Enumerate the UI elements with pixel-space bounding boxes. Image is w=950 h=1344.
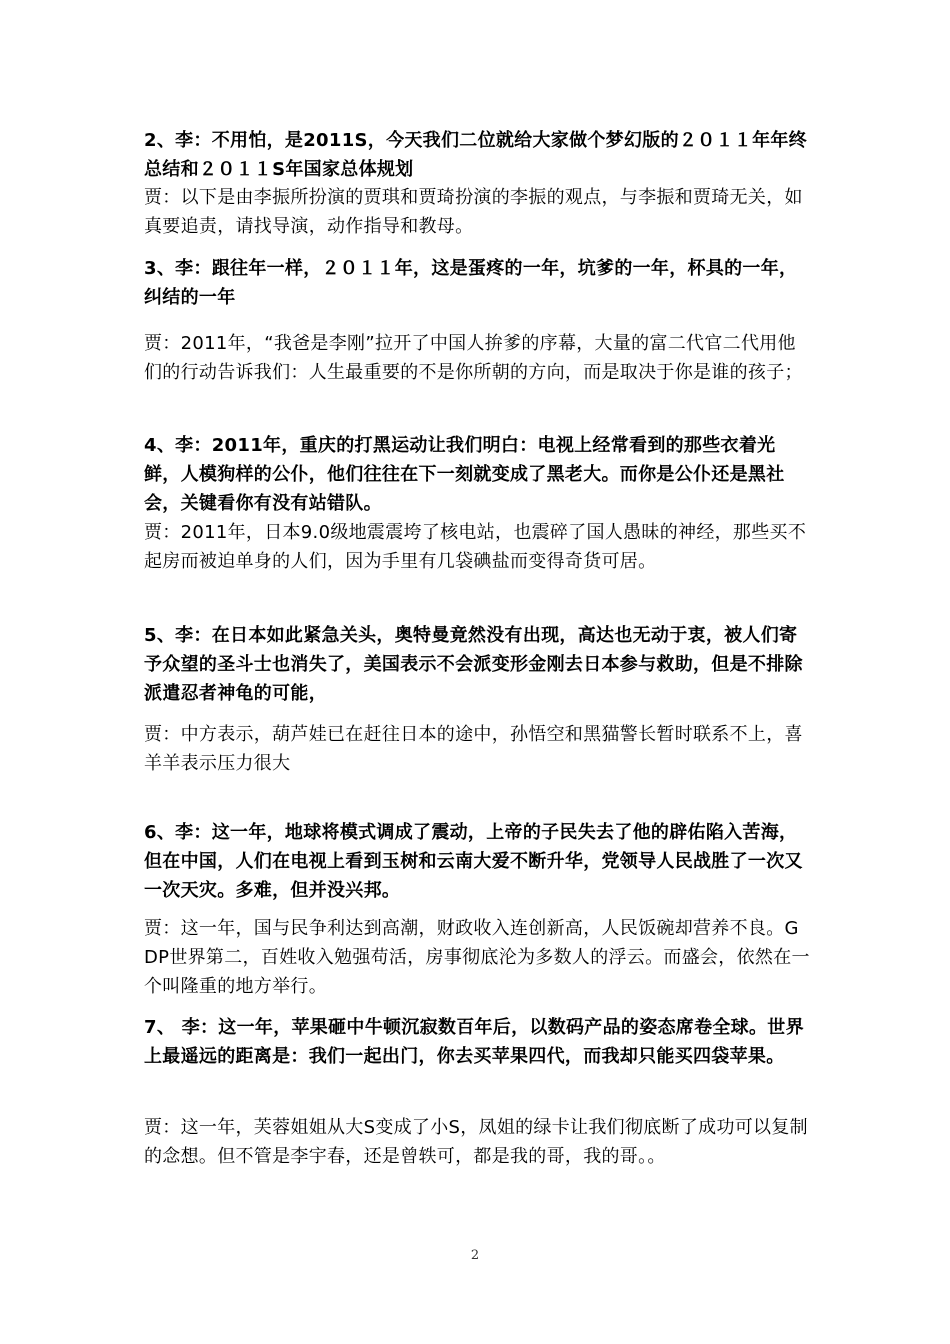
paragraph-li-7: 7、 李：这一年，苹果砸中牛顿沉寂数百年后，以数码产品的姿态席卷全球。世界上最遥远的距离是：我们一起出门，你去买苹果四代，而我却只能买四袋苹果。 — [144, 1017, 804, 1067]
paragraph-li-3: 3、李：跟往年一样，２０１１年，这是蛋疼的一年，坑爹的一年，杯具的一年，纠结的一年 — [144, 258, 798, 308]
paragraph-jia-2: 贾：以下是由李振所扮演的贾琪和贾琦扮演的李振的观点，与李振和贾琦无关，如真要追责，请找导演，动作指导和教母。 — [144, 187, 803, 237]
paragraph-jia-6: 贾：这一年，国与民争利达到高潮，财政收入连创新高，人民饭碗却营养不良。GDP世界第二，百姓收入勉强苟活，房事彻底沦为多数人的浮云。而盛会，依然在一个叫隆重的地方举行。 — [144, 918, 810, 997]
page-number: 2 — [470, 1248, 480, 1263]
paragraph-li-6: 6、李：这一年，地球将模式调成了震动，上帝的子民失去了他的辟佑陷入苦海，但在中国，人们在电视上看到玉树和云南大爱不断升华，党领导人民战胜了一次又一次天灾。多难，但并没兴邦。 — [144, 822, 803, 901]
paragraph-jia-4: 贾：2011年，日本9.0级地震震垮了核电站，也震碎了国人愚昧的神经，那些买不起房而被迫单身的人们，因为手里有几袋碘盐而变得奇货可居。 — [144, 522, 807, 572]
paragraph-jia-3: 贾：2011年，“我爸是李刚”拉开了中国人拚爹的序幕，大量的富二代官二代用他们的行动告诉我们：人生最重要的不是你所朝的方向，而是取决于你是谁的孩子； — [144, 333, 803, 383]
paragraph-li-4: 4、李：2011年，重庆的打黑运动让我们明白：电视上经常看到的那些衣着光鲜，人模狗样的公仆，他们往往在下一刻就变成了黑老大。而你是公仆还是黑社会，关键看你有没有站错队。 — [144, 435, 785, 514]
paragraph-jia-7: 贾：这一年，芙蓉姐姐从大S变成了小S，凤姐的绿卡让我们彻底断了成功可以复制的念想。但不管是李宇春，还是曾轶可，都是我的哥，我的哥。。 — [144, 1117, 808, 1167]
paragraph-li-2: 2、李：不用怕，是2011S，今天我们二位就给大家做个梦幻版的２０１１年年终总结和２０１１S年国家总体规划 — [144, 130, 807, 180]
paragraph-jia-5: 贾：中方表示，葫芦娃已在赶往日本的途中，孙悟空和黑猫警长暂时联系不上，喜羊羊表示压力很大 — [144, 724, 803, 774]
paragraph-li-5: 5、李：在日本如此紧急关头，奥特曼竟然没有出现，高达也无动于衷，被人们寄予众望的圣斗士也消失了，美国表示不会派变形金刚去日本参与救助，但是不排除派遣忍者神龟的可能， — [144, 625, 803, 704]
